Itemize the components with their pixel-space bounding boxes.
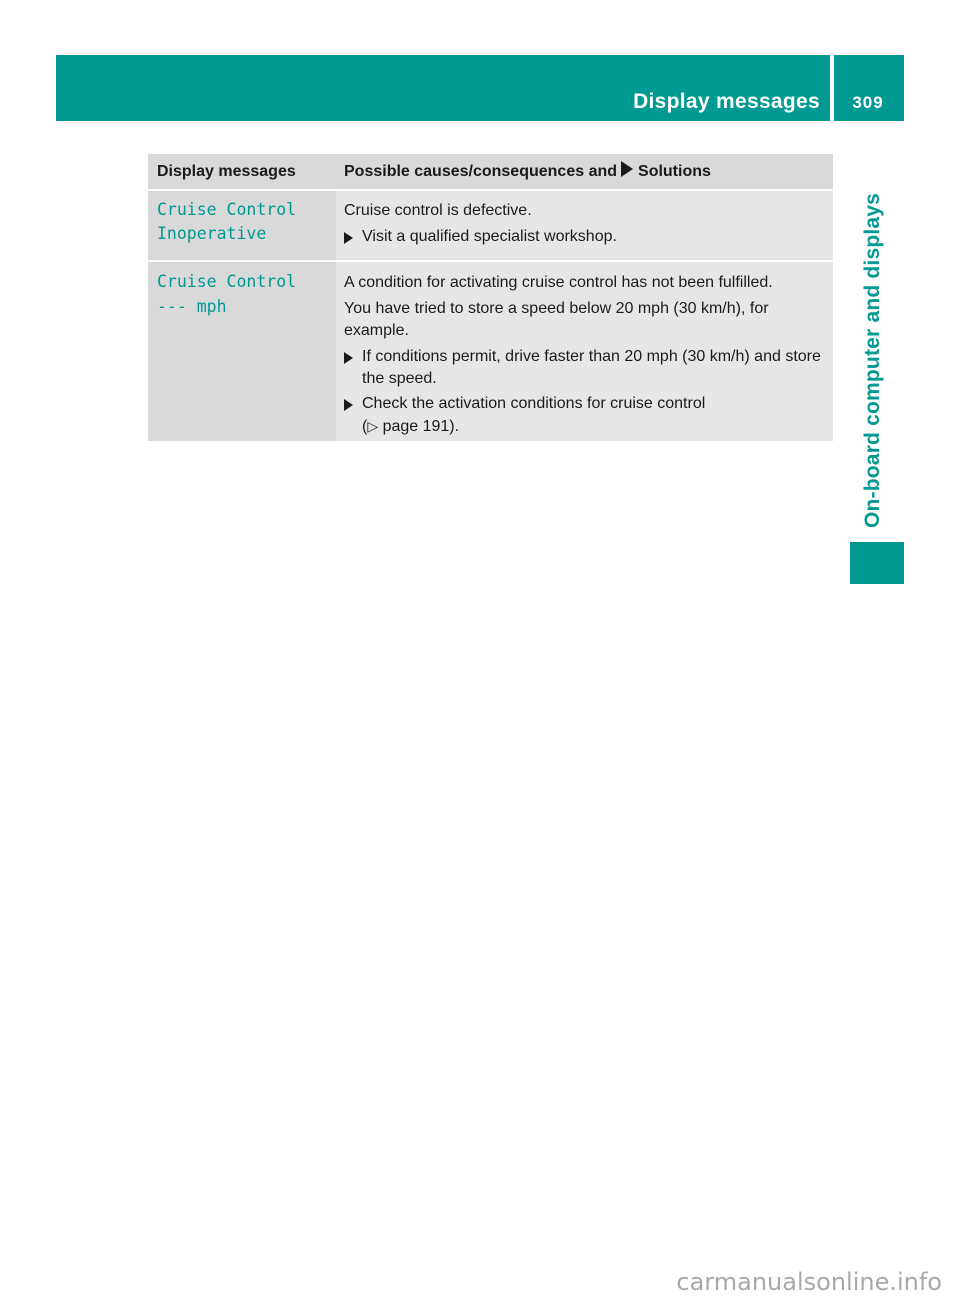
table-row	[148, 260, 833, 441]
column-header-causes-text: Possible causes/consequences and	[344, 163, 618, 180]
solution-step-text: Visit a qualified specialist workshop.	[362, 228, 617, 245]
display-message-line: --- mph	[157, 297, 227, 316]
table-header-row	[148, 154, 833, 189]
messages-table	[148, 154, 833, 441]
section-side-tab	[850, 542, 904, 584]
column-header-causes-solutions	[336, 154, 833, 189]
causes-solutions-cell	[336, 191, 833, 260]
causes-solutions-cell	[336, 262, 833, 441]
solutions-arrow-icon	[621, 161, 633, 177]
solution-step-text: Check the activation conditions for cruise control	[362, 395, 706, 412]
table-row	[148, 191, 833, 260]
display-message-line: Inoperative	[157, 224, 267, 243]
cause-text: A condition for activating cruise control has not been fulfilled.	[344, 274, 773, 291]
page-reference[interactable]: (▷ page 191).	[362, 418, 460, 435]
page-reference-icon: ▷	[367, 418, 379, 434]
page-number: 309	[852, 93, 884, 112]
action-arrow-icon	[344, 232, 353, 244]
cause-text: Cruise control is defective.	[344, 202, 532, 219]
section-side-title: On-board computer and displays	[861, 192, 884, 528]
solution-step	[344, 346, 821, 390]
column-header-solutions-text: Solutions	[638, 163, 711, 180]
display-message-cell	[148, 191, 336, 260]
solution-step	[344, 226, 821, 248]
page-reference-text: page 191).	[382, 418, 460, 435]
cause-text: You have tried to store a speed below 20 mph (30 km/h), for example.	[344, 300, 769, 339]
action-arrow-icon	[344, 352, 353, 364]
solution-step-text: If conditions permit, drive faster than 20 mph (30 km/h) and store the speed.	[362, 348, 821, 387]
action-arrow-icon	[344, 399, 353, 411]
display-message-line: Cruise Control	[157, 200, 297, 219]
page-title: Display messages	[633, 90, 820, 113]
display-message-cell	[148, 262, 336, 441]
solution-step	[344, 393, 821, 438]
display-message-line: Cruise Control	[157, 272, 297, 291]
watermark: carmanualsonline.info	[676, 1268, 942, 1296]
column-header-display-messages: Display messages	[148, 154, 336, 189]
